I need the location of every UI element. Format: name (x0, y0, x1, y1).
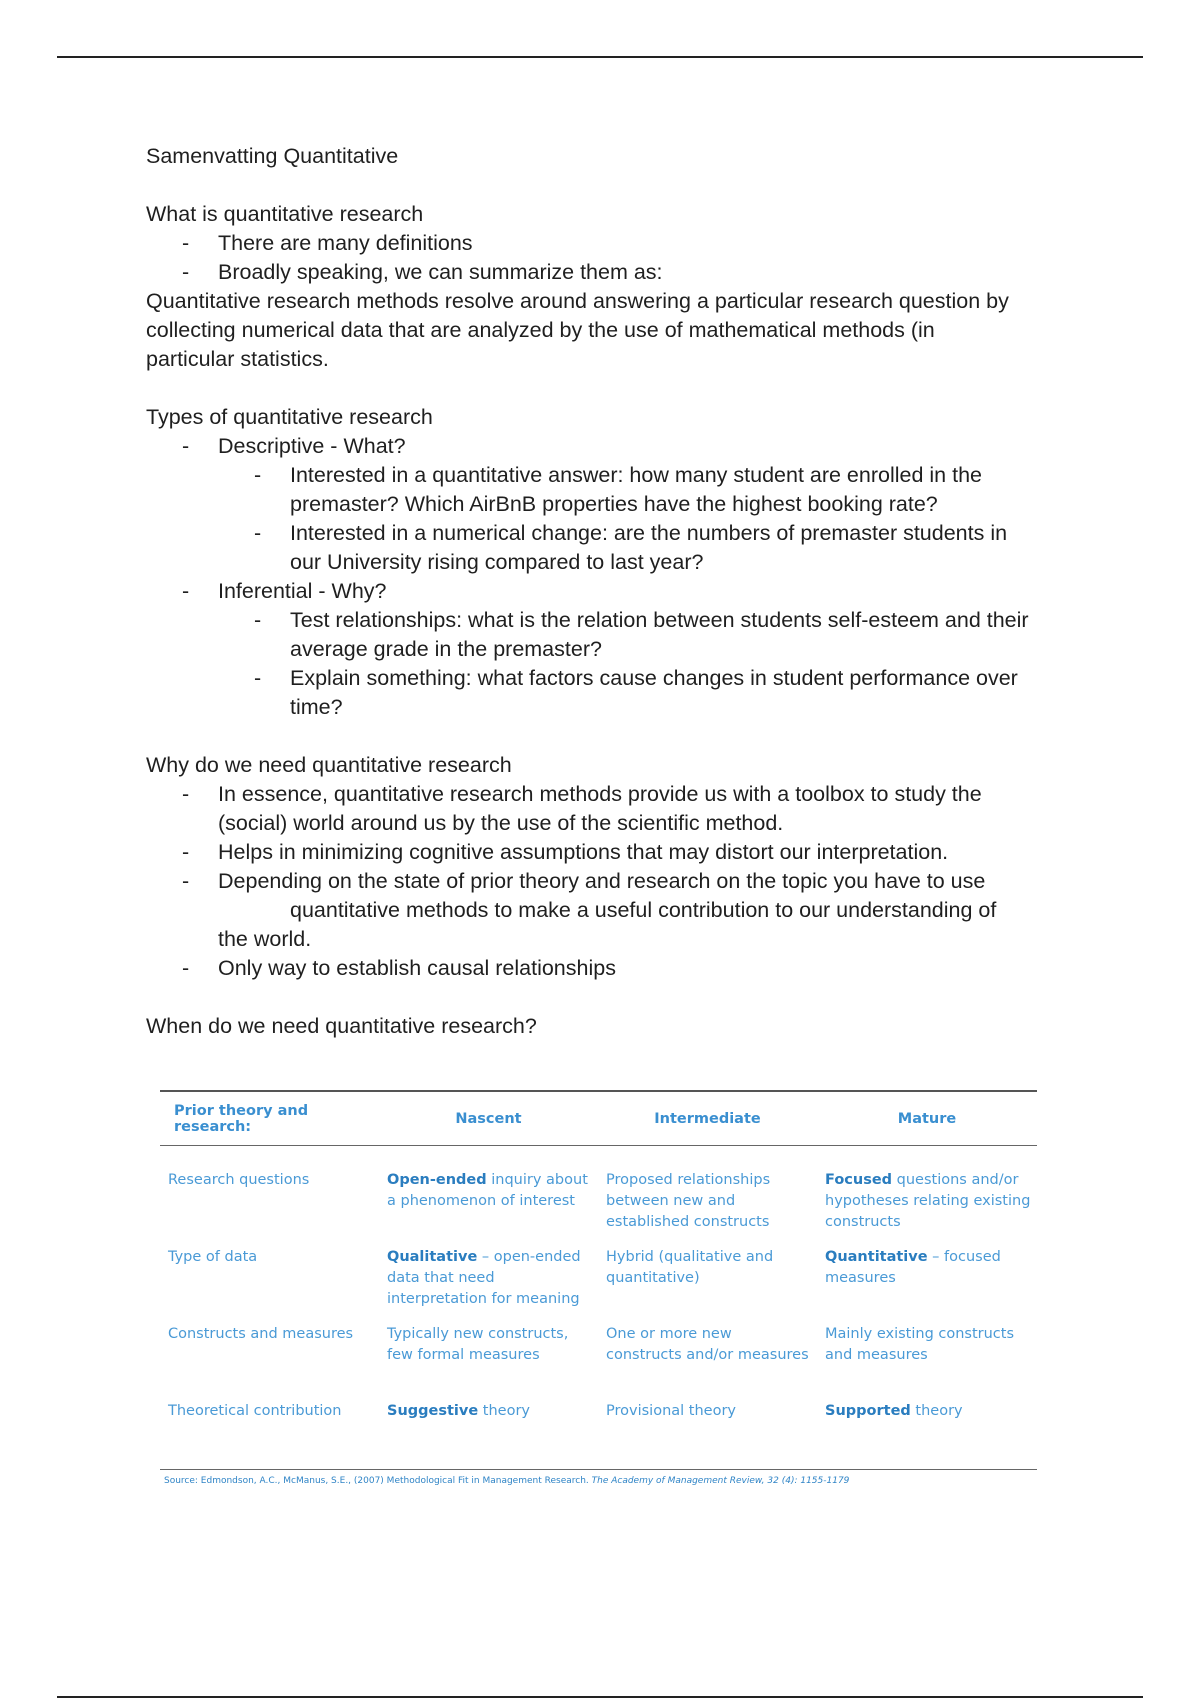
list-item-cont: (social) world around us by the use of the scientific method. (218, 811, 784, 835)
table-header-cell: Prior theory and research: (174, 1102, 309, 1135)
row-label: Constructs and measures (168, 1326, 354, 1342)
document-title: Samenvatting Quantitative (146, 144, 399, 168)
paragraph-line: particular statistics. (146, 347, 329, 371)
list-item: - Inferential - Why? (182, 579, 387, 603)
footer-rule (57, 1696, 1143, 1698)
table-cell: Provisional theory (606, 1403, 736, 1419)
document-body (146, 142, 1066, 1041)
table-body (160, 1146, 1037, 1469)
table-header-cell: Mature (897, 1110, 957, 1127)
sub-list-item-cont: premaster? Which AirBnB properties have the highest booking rate? (290, 492, 938, 516)
sub-list-item-cont: our University rising compared to last year? (290, 550, 704, 574)
table-row (160, 1324, 1037, 1401)
table-cell: Mainly existing constructs and measures (825, 1326, 1015, 1363)
sub-list-item-cont: average grade in the premaster? (290, 637, 602, 661)
sub-list-item-cont: time? (290, 695, 343, 719)
methodological-fit-table (160, 1090, 1037, 1486)
table-cell: Quantitative – focused measures (825, 1249, 1001, 1286)
table-header-row (160, 1092, 1037, 1145)
list-item: - Only way to establish causal relationships (182, 956, 616, 980)
table-cell: Hybrid (qualitative and quantitative) (606, 1249, 774, 1286)
table-header-cell: Intermediate (654, 1110, 761, 1127)
section-heading-types: Types of quantitative research (146, 405, 433, 429)
table-row (160, 1170, 1037, 1247)
list-item: - In essence, quantitative research methods provide us with a toolbox to study the (182, 782, 982, 806)
header-rule (57, 56, 1143, 58)
paragraph-line: Quantitative research methods resolve around answering a particular research question by (146, 289, 1009, 313)
section-heading-when: When do we need quantitative research? (146, 1014, 537, 1038)
list-item: - Descriptive - What? (182, 434, 406, 458)
paragraph-line: collecting numerical data that are analyzed by the use of mathematical methods (in (146, 318, 935, 342)
section-heading-why: Why do we need quantitative research (146, 753, 512, 777)
table-cell: Typically new constructs, few formal measures (387, 1326, 569, 1363)
list-item: - There are many definitions (182, 231, 473, 255)
sub-list-item: - Interested in a quantitative answer: how many student are enrolled in the (254, 463, 982, 487)
table-cell: Supported theory (825, 1403, 963, 1419)
row-label: Research questions (168, 1172, 310, 1188)
table-cell: Qualitative – open-ended data that need interpretation for meaning (387, 1249, 581, 1307)
list-item-cont: the world. (218, 927, 312, 951)
list-item: - Broadly speaking, we can summarize them as: (182, 260, 663, 284)
table-row (160, 1247, 1037, 1324)
list-item-cont: quantitative methods to make a useful contribution to our understanding of (290, 898, 997, 922)
table-cell: Suggestive theory (387, 1403, 531, 1419)
sub-list-item: - Interested in a numerical change: are the numbers of premaster students in (254, 521, 1008, 545)
row-label: Type of data (168, 1249, 258, 1265)
table-row (160, 1401, 1037, 1469)
sub-list-item: - Explain something: what factors cause changes in student performance over (254, 666, 1018, 690)
section-heading-what: What is quantitative research (146, 202, 424, 226)
table-cell: Open-ended inquiry about a phenomenon of interest (387, 1172, 588, 1209)
table-cell: One or more new constructs and/or measures (606, 1326, 809, 1363)
table-cell: Proposed relationships between new and established constructs (606, 1172, 771, 1230)
table-header-cell: Nascent (455, 1110, 522, 1127)
table-source-citation: Source: Edmondson, A.C., McManus, S.E., (2007) Methodological Fit in Management Research. The Academy of Management Review, 32 (4): 1155-1179 (164, 1476, 850, 1486)
list-item: - Helps in minimizing cognitive assumptions that may distort our interpretation. (182, 840, 949, 864)
sub-list-item: - Test relationships: what is the relation between students self-esteem and their (254, 608, 1029, 632)
row-label: Theoretical contribution (168, 1403, 342, 1419)
list-item: - Depending on the state of prior theory and research on the topic you have to use (182, 869, 986, 893)
table-cell: Focused questions and/or hypotheses relating existing constructs (825, 1172, 1031, 1230)
